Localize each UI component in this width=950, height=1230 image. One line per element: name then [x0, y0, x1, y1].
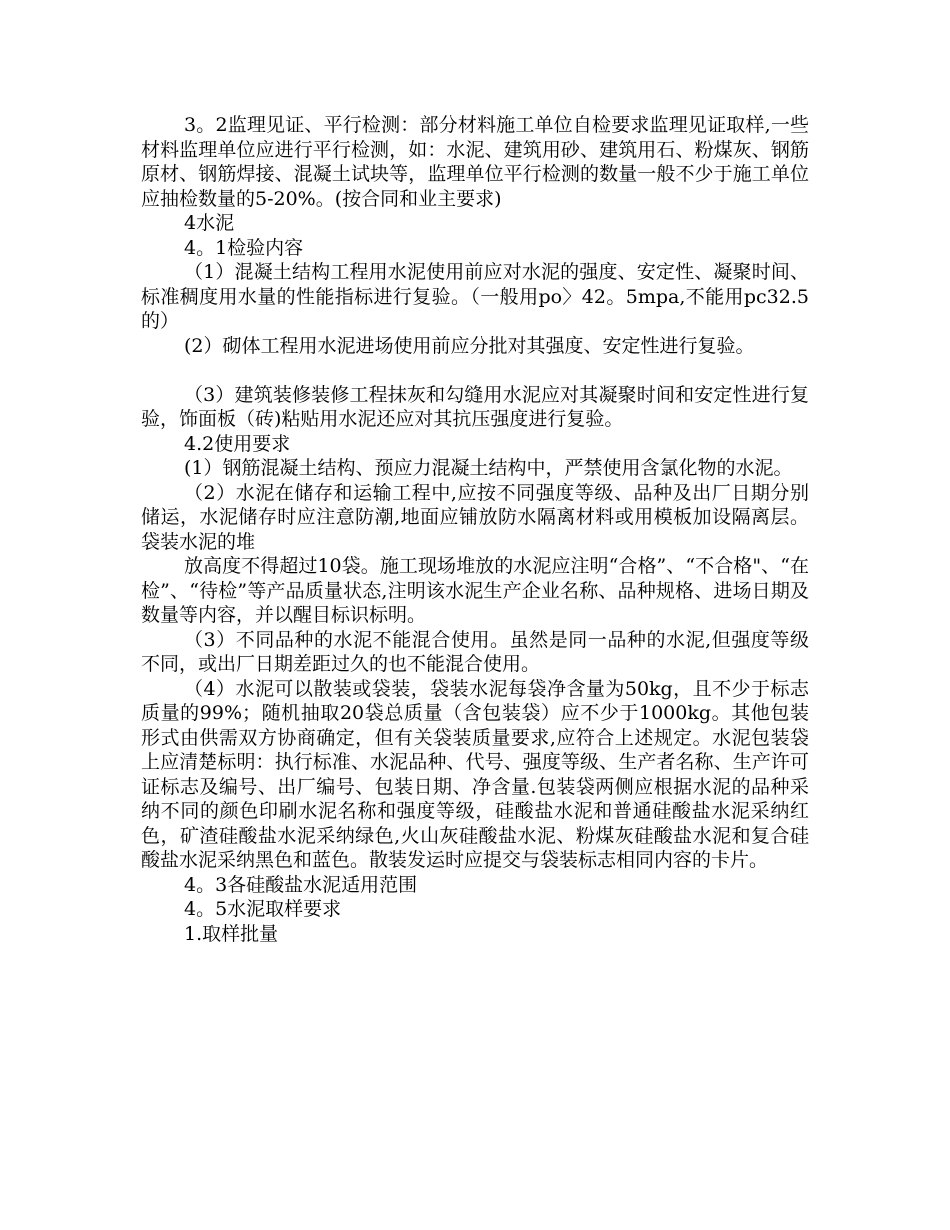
heading-cement: 4水泥: [184, 212, 235, 234]
paragraph-usage-3: （3）不同品种的水泥不能混合使用。虽然是同一品种的水泥,但强度等级不同，或出厂日期差距过久的也不能混合使用。: [141, 628, 809, 675]
paragraph-usage-4: （4）水泥可以散装或袋装，袋装水泥每袋净含量为50kg，且不少于标志质量的99%；随机抽取20袋总质量（含包装袋）应不少于1000kg。其他包装形式由供需双方协商确定，但有关袋装质量要求,应符合上述规定。水泥包装袋上应清楚标明：执行标准、水泥品种、代号、强度等级、生产者名称、生产许可证标志及编号、出厂编号、包装日期、净含量.包装袋两侧应根据水泥的品种采纳不同的颜色印刷水泥名称和强度等级，硅酸盐水泥和普通硅酸盐水泥采纳红色，矿渣硅酸盐水泥采纳绿色,火山灰硅酸盐水泥、粉煤灰硅酸盐水泥和复合硅酸盐水泥采纳黑色和蓝色。散装发运时应提交与袋装标志相同内容的卡片。: [141, 677, 809, 871]
document-page: [141, 113, 809, 946]
paragraph-inspection-3: （3）建筑装修装修工程抹灰和勾缝用水泥应对其凝聚时间和安定性进行复验，饰面板（砖)粘贴用水泥还应对其抗压强度进行复验。: [141, 383, 809, 430]
heading-usage-requirements: 4.2使用要求: [184, 432, 291, 455]
heading-sampling-requirements: 4。5水泥取样要求: [184, 898, 342, 920]
paragraph-usage-2: （2）水泥在储存和运输工程中,应按不同强度等级、品种及出厂日期分别储运，水泥储存时应注意防潮,地面应铺放防水隔离材料或用模板加设隔离层。袋装水泥的堆: [141, 481, 809, 553]
paragraph-usage-2-continued: 放高度不得超过10袋。施工现场堆放的水泥应注明“合格”、“不合格"、“在检”、“待检”等产品质量状态,注明该水泥生产企业名称、品种规格、进场日期及数量等内容，并以醒目标识标明。: [141, 555, 809, 626]
paragraph-inspection-2: (2）砌体工程用水泥进场使用前应分批对其强度、安定性进行复验。: [184, 334, 755, 357]
blank-line: [141, 358, 809, 383]
paragraph-supervision-testing: 3。2监理见证、平行检测：部分材料施工单位自检要求监理见证取样,一些材料监理单位应进行平行检测，如：水泥、建筑用砂、建筑用石、粉煤灰、钢筋原材、钢筋焊接、混凝土试块等，监理单位平行检测的数量一般不少于施工单位应抽检数量的5-20%。(按合同和业主要求): [141, 114, 809, 210]
heading-sampling-batch: 1.取样批量: [184, 922, 279, 945]
paragraph-inspection-1: （1）混凝土结构工程用水泥使用前应对水泥的强度、安定性、凝聚时间、标准稠度用水量的性能指标进行复验。（一般用po〉42。5mpa,不能用pc32.5的）: [141, 261, 809, 332]
heading-inspection-content: 4。1检验内容: [184, 236, 304, 259]
heading-application-scope: 4。3各硅酸盐水泥适用范围: [184, 873, 418, 896]
paragraph-usage-1: (1）钢筋混凝土结构、预应力混凝土结构中，严禁使用含氯化物的水泥。: [184, 457, 793, 479]
